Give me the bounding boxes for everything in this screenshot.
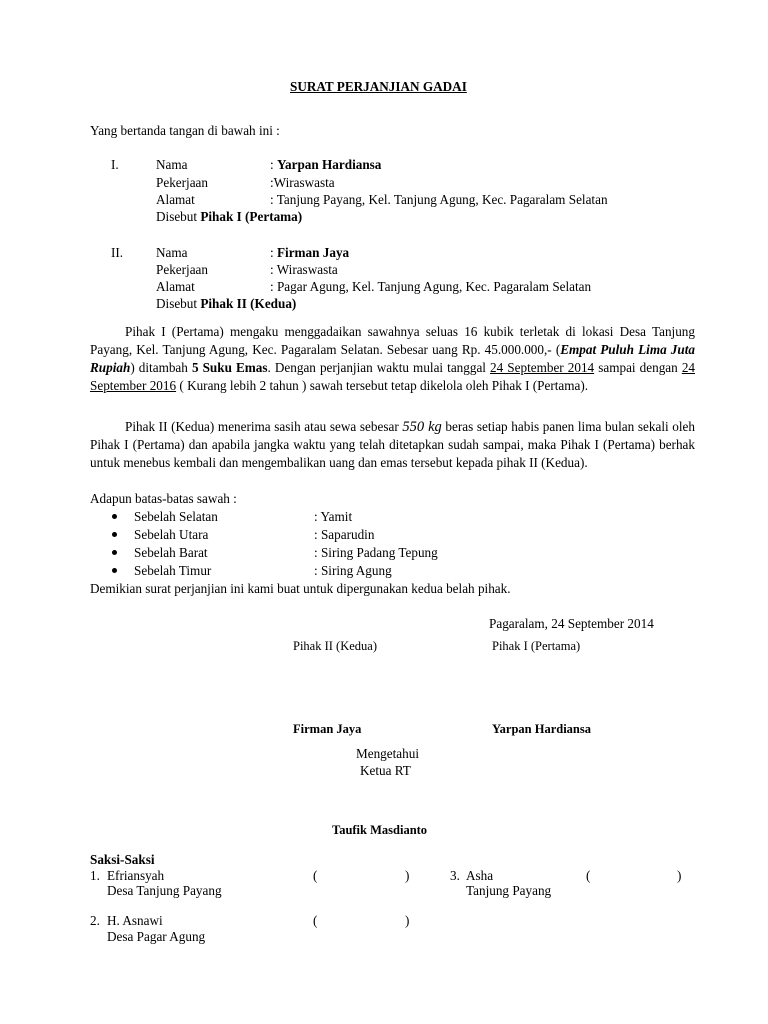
witnesses-heading: Saksi-Saksi: [90, 852, 155, 867]
place-date: Pagaralam, 24 September 2014: [489, 616, 654, 631]
party-1-address-value: Tanjung Payang, Kel. Tanjung Agung, Kec. Pagaralam Selatan: [276, 192, 608, 207]
witness-number: 1.: [90, 868, 100, 883]
border-value: : Siring Agung: [314, 563, 392, 578]
witness-origin: Desa Pagar Agung: [107, 929, 206, 944]
party-1-address: : Tanjung Payang, Kel. Tanjung Agung, Kec. Pagaralam Selatan: [270, 192, 608, 207]
signatory-right-role: Pihak I (Pertama): [492, 639, 581, 653]
acknowledge-line-2: Ketua RT: [360, 763, 411, 778]
signatory-left-name: Firman Jaya: [293, 722, 362, 736]
party-2-role: Pihak II (Kedua): [200, 296, 297, 311]
party-1-job-value: Wiraswasta: [273, 175, 335, 190]
signatory-right-name: Yarpan Hardiansa: [492, 722, 591, 736]
agreement-paragraph-1: [90, 323, 695, 395]
party-1-address-label: Alamat: [156, 192, 195, 207]
witness-name: Asha: [466, 868, 494, 883]
p1-date-start: 24 September 2014: [490, 360, 595, 375]
party-1-called-label: Disebut: [156, 209, 201, 224]
closing-statement: Demikian surat perjanjian ini kami buat untuk dipergunakan kedua belah pihak.: [90, 581, 511, 596]
party-2-address-label: Alamat: [156, 279, 195, 294]
party-2-role-line: [156, 295, 296, 313]
party-1-role: Pihak I (Pertama): [200, 209, 303, 224]
party-2-called-label: Disebut: [156, 296, 201, 311]
party-2-job-value: Wiraswasta: [276, 262, 338, 277]
p2-quantity: 550 kg: [402, 419, 442, 435]
border-value: : Yamit: [314, 509, 353, 524]
signature-open-paren: (: [586, 868, 591, 883]
party-1-job: :Wiraswasta: [270, 175, 335, 190]
document-title: SURAT PERJANJIAN GADAI: [290, 79, 467, 94]
signature-close-paren: ): [405, 868, 410, 883]
party-2-address-value: Pagar Agung, Kel. Tanjung Agung, Kec. Pagaralam Selatan: [276, 279, 592, 294]
p2-text-2: beras setiap habis panen lima bulan sekali oleh Pihak I (Pertama) dan apabila jangka waktu yang telah ditetapkan sudah sampai, maka Pihak I (Pertama) berhak untuk menebus kembali dan mengembalikan uang dan emas tersebut kepada pihak II (Kedua).: [90, 419, 695, 470]
party-1-number: I.: [111, 157, 119, 172]
bullet-icon: [112, 568, 117, 573]
intro-line: Yang bertanda tangan di bawah ini :: [90, 123, 280, 138]
signature-open-paren: (: [313, 868, 318, 883]
p1-text-1: Pihak I (Pertama) mengaku menggadaikan sawahnya seluas 16 kubik terletak di lokasi Desa Tanjung Payang, Kel. Tanjung Agung, Kec. Pagaralam Selatan. Sebesar uang Rp. 45.000.000,- (: [90, 324, 695, 357]
border-value: : Saparudin: [314, 527, 375, 542]
p2-text-1: Pihak II (Kedua) menerima sasih atau sewa sebesar: [125, 419, 403, 434]
party-1-name: : Yarpan Hardiansa: [270, 157, 382, 172]
party-1-role-line: [156, 208, 302, 226]
borders-intro: Adapun batas-batas sawah :: [90, 491, 237, 506]
agreement-paragraph-2: [90, 418, 695, 472]
p1-gold: 5 Suku Emas: [191, 360, 268, 375]
acknowledge-name: Taufik Masdianto: [332, 823, 428, 837]
signature-close-paren: ): [677, 868, 682, 883]
p1-date-end: 24 September 2016: [90, 360, 695, 393]
signature-open-paren: (: [313, 913, 318, 928]
party-2-job: : Wiraswasta: [270, 262, 338, 277]
party-2-name-label: Nama: [156, 245, 188, 260]
border-label: Sebelah Barat: [134, 545, 208, 560]
party-2-job-label: Pekerjaan: [156, 262, 208, 277]
acknowledge-line-1: Mengetahui: [356, 746, 419, 761]
border-label: Sebelah Selatan: [134, 509, 218, 524]
witness-name: Efriansyah: [107, 868, 165, 883]
bullet-icon: [112, 514, 117, 519]
p1-text-4: sampai dengan: [594, 360, 682, 375]
party-2-name: : Firman Jaya: [270, 245, 350, 260]
border-label: Sebelah Timur: [134, 563, 212, 578]
party-1-job-label: Pekerjaan: [156, 175, 208, 190]
signature-close-paren: ): [405, 913, 410, 928]
witness-number: 2.: [90, 913, 100, 928]
border-value: : Siring Padang Tepung: [314, 545, 438, 560]
p1-text-3: . Dengan perjanjian waktu mulai tanggal: [267, 360, 491, 375]
p1-text-2: ) ditambah: [130, 360, 192, 375]
witness-name: H. Asnawi: [107, 913, 163, 928]
p1-text-5: ( Kurang lebih 2 tahun ) sawah tersebut tetap dikelola oleh Pihak I (Pertama).: [176, 378, 589, 393]
bullet-icon: [112, 550, 117, 555]
witness-number: 3.: [450, 868, 460, 883]
party-1-name-value: Yarpan Hardiansa: [276, 157, 382, 172]
party-1-name-label: Nama: [156, 157, 188, 172]
witness-origin: Tanjung Payang: [466, 883, 552, 898]
signatory-left-role: Pihak II (Kedua): [293, 639, 377, 653]
bullet-icon: [112, 532, 117, 537]
party-2-number: II.: [111, 245, 124, 260]
party-2-address: : Pagar Agung, Kel. Tanjung Agung, Kec. Pagaralam Selatan: [270, 279, 592, 294]
p1-amount-words: Empat Puluh Lima Juta Rupiah: [90, 342, 695, 375]
witness-origin: Desa Tanjung Payang: [107, 883, 222, 898]
party-2-name-value: Firman Jaya: [276, 245, 350, 260]
border-label: Sebelah Utara: [134, 527, 209, 542]
